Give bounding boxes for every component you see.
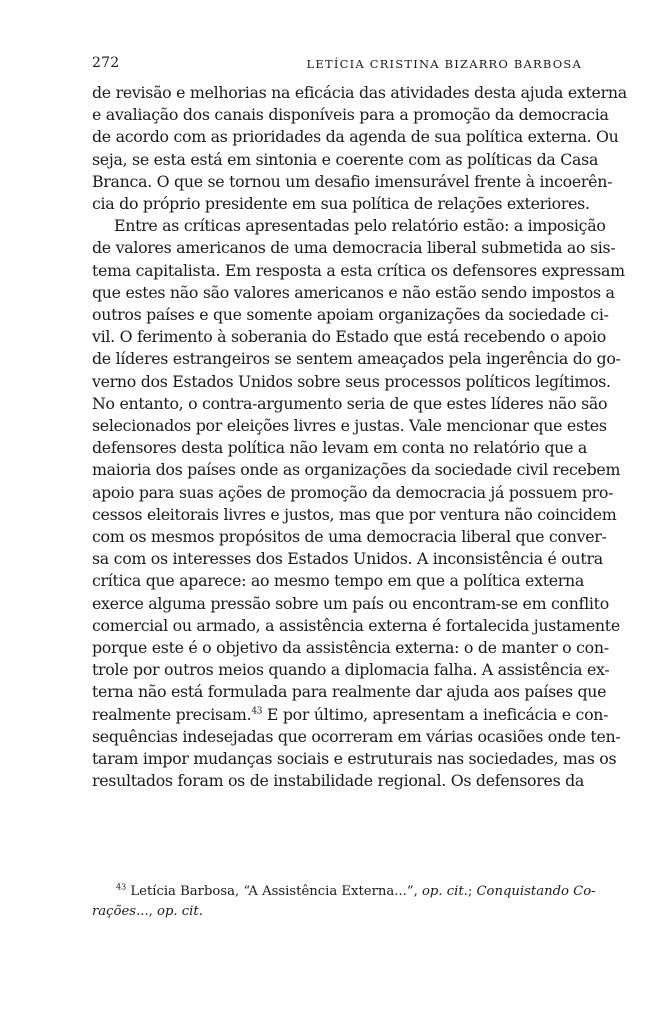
footnote-italic: rações... bbox=[92, 903, 149, 919]
text-line: crítica que aparece: ao mesmo tempo em que a política externa bbox=[92, 571, 585, 591]
footnote-number: 43 bbox=[116, 882, 127, 892]
text-line: No entanto, o contra-argumento seria de que estes líderes não são bbox=[92, 393, 608, 413]
footnote-italic: op. cit. bbox=[157, 903, 203, 919]
text-line: exerce alguma pressão sobre um país ou encontram-se em conflito bbox=[92, 593, 609, 613]
text-line: sa com os interesses dos Estados Unidos. A inconsistência é outra bbox=[92, 549, 603, 569]
text-line: sequências indesejadas que ocorreram em várias ocasiões onde ten- bbox=[92, 726, 621, 746]
text-line: e avaliação dos canais disponíveis para a promoção da democracia bbox=[92, 105, 609, 125]
text-line: maioria dos países onde as organizações da sociedade civil recebem bbox=[92, 460, 621, 480]
text-line: de revisão e melhorias na eficácia das atividades desta ajuda externa bbox=[92, 83, 627, 102]
footnote-line bbox=[92, 902, 582, 922]
footnote-italic: op. cit. bbox=[421, 884, 468, 899]
text-line: que estes não são valores americanos e não estão sendo impostos a bbox=[92, 282, 615, 302]
body-text bbox=[92, 82, 627, 793]
text-line: cia do próprio presidente em sua política de relações exteriores. bbox=[92, 194, 590, 214]
text-line: apoio para suas ações de promoção da democracia já possuem pro- bbox=[92, 482, 614, 502]
footnote bbox=[92, 882, 596, 921]
text-line: Branca. O que se tornou um desafio imensurável frente à incoerên- bbox=[92, 171, 613, 191]
text-line: selecionados por eleições livres e justas. Vale mencionar que estes bbox=[92, 416, 607, 436]
text-line: verno dos Estados Unidos sobre seus processos políticos legítimos. bbox=[92, 371, 611, 391]
paragraph-2 bbox=[92, 215, 625, 792]
text-line: comercial ou armado, a assistência externa é fortalecida justamente bbox=[92, 615, 620, 635]
text-line: porque este é o objetivo da assistência externa: o de manter o con- bbox=[92, 638, 609, 658]
text-line: cessos eleitorais livres e justos, mas que por ventura não coincidem bbox=[92, 504, 617, 524]
page-number: 272 bbox=[92, 55, 120, 71]
text-line: de acordo com as prioridades da agenda de sua política externa. Ou bbox=[92, 127, 619, 147]
paragraph-1 bbox=[92, 82, 627, 215]
text-line: terna não está formulada para realmente dar ajuda aos países que bbox=[92, 682, 607, 702]
text-line: com os mesmos propósitos de uma democracia liberal que conver- bbox=[92, 527, 607, 547]
text-line: outros países e que somente apoiam organizações da sociedade ci- bbox=[92, 305, 609, 325]
footnote-text: ; bbox=[467, 884, 477, 899]
footnote-text: Letícia Barbosa, “A Assistência Externa...”, bbox=[126, 884, 422, 899]
text-segment: E por último, apresentam a ineficácia e con- bbox=[262, 704, 609, 724]
text-line-with-footnote-ref bbox=[92, 704, 609, 726]
text-line: de líderes estrangeiros se sentem ameaçados pela ingerência do go- bbox=[92, 349, 621, 369]
footnote-line bbox=[92, 882, 596, 902]
running-head: LETÍCIA CRISTINA BIZARRO BARBOSA bbox=[306, 57, 582, 71]
text-line: resultados foram os de instabilidade regional. Os defensores da bbox=[92, 771, 585, 791]
text-line: trole por outros meios quando a diplomacia falha. A assistência ex- bbox=[92, 660, 610, 680]
text-line: de valores americanos de uma democracia liberal submetida ao sis- bbox=[92, 238, 616, 258]
text-segment: realmente precisam. bbox=[92, 704, 252, 724]
text-line: defensores desta política não levam em conta no relatório que a bbox=[92, 438, 588, 458]
text-line: tema capitalista. Em resposta a esta crítica os defensores expressam bbox=[92, 260, 625, 280]
text-line: Entre as críticas apresentadas pelo relatório estão: a imposição bbox=[114, 216, 606, 236]
footnote-reference[interactable]: 43 bbox=[251, 706, 263, 717]
text-line: taram impor mudanças sociais e estruturais nas sociedades, mas os bbox=[92, 749, 617, 769]
text-line: seja, se esta está em sintonia e coerente com as políticas da Casa bbox=[92, 149, 599, 169]
text-line: vil. O ferimento à soberania do Estado que está recebendo o apoio bbox=[92, 327, 606, 347]
footnote-italic: Conquistando Co- bbox=[476, 884, 596, 899]
footnote-text: , bbox=[148, 903, 158, 919]
